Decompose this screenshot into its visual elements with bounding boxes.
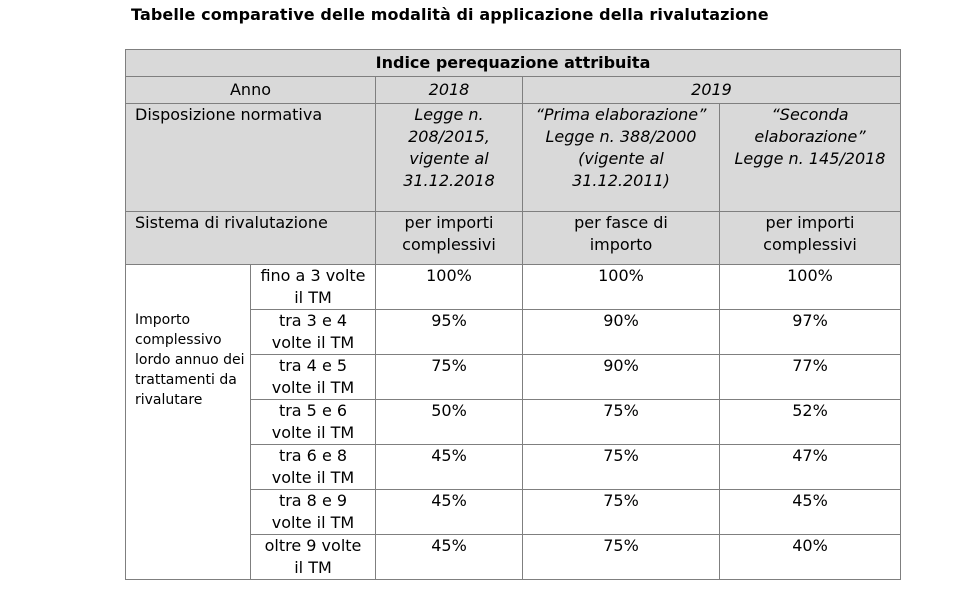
value-seconda: 97% [720, 310, 901, 355]
value-2018: 50% [376, 400, 523, 445]
sistema-2018: per importi complessivi [376, 212, 523, 265]
value-prima: 75% [523, 400, 720, 445]
value-seconda: 40% [720, 535, 901, 580]
disposizione-2018: Legge n. 208/2015, vigente al 31.12.2018 [376, 104, 523, 212]
value-seconda: 100% [720, 265, 901, 310]
value-seconda: 45% [720, 490, 901, 535]
table-row [126, 265, 901, 310]
perequazione-table [125, 49, 901, 580]
value-2018: 75% [376, 355, 523, 400]
sistema-label: Sistema di rivalutazione [126, 212, 376, 265]
band-label: tra 5 e 6 volte il TM [251, 400, 376, 445]
table-header: Indice perequazione attribuita [126, 50, 901, 77]
value-seconda: 52% [720, 400, 901, 445]
value-prima: 100% [523, 265, 720, 310]
band-label: tra 3 e 4 volte il TM [251, 310, 376, 355]
band-label: tra 8 e 9 volte il TM [251, 490, 376, 535]
value-seconda: 77% [720, 355, 901, 400]
value-2018: 95% [376, 310, 523, 355]
value-2018: 45% [376, 445, 523, 490]
value-prima: 90% [523, 355, 720, 400]
sistema-prima: per fasce di importo [523, 212, 720, 265]
disposizione-seconda: “Seconda elaborazione” Legge n. 145/2018 [720, 104, 901, 212]
anno-label: Anno [126, 77, 376, 104]
disposizione-prima: “Prima elaborazione” Legge n. 388/2000 (vigente al 31.12.2011) [523, 104, 720, 212]
value-2018: 45% [376, 490, 523, 535]
year-2018: 2018 [376, 77, 523, 104]
value-2018: 100% [376, 265, 523, 310]
sistema-seconda: per importi complessivi [720, 212, 901, 265]
value-prima: 75% [523, 445, 720, 490]
year-2019: 2019 [523, 77, 901, 104]
band-label: tra 6 e 8 volte il TM [251, 445, 376, 490]
document-title: Tabelle comparative delle modalità di applicazione della rivalutazione [131, 5, 769, 24]
band-label: oltre 9 volte il TM [251, 535, 376, 580]
value-prima: 75% [523, 490, 720, 535]
disposizione-label: Disposizione normativa [126, 104, 376, 212]
value-seconda: 47% [720, 445, 901, 490]
importo-label: Importo complessivo lordo annuo dei trattamenti da rivalutare [126, 265, 251, 580]
value-2018: 45% [376, 535, 523, 580]
band-label: fino a 3 volte il TM [251, 265, 376, 310]
value-prima: 75% [523, 535, 720, 580]
band-label: tra 4 e 5 volte il TM [251, 355, 376, 400]
value-prima: 90% [523, 310, 720, 355]
